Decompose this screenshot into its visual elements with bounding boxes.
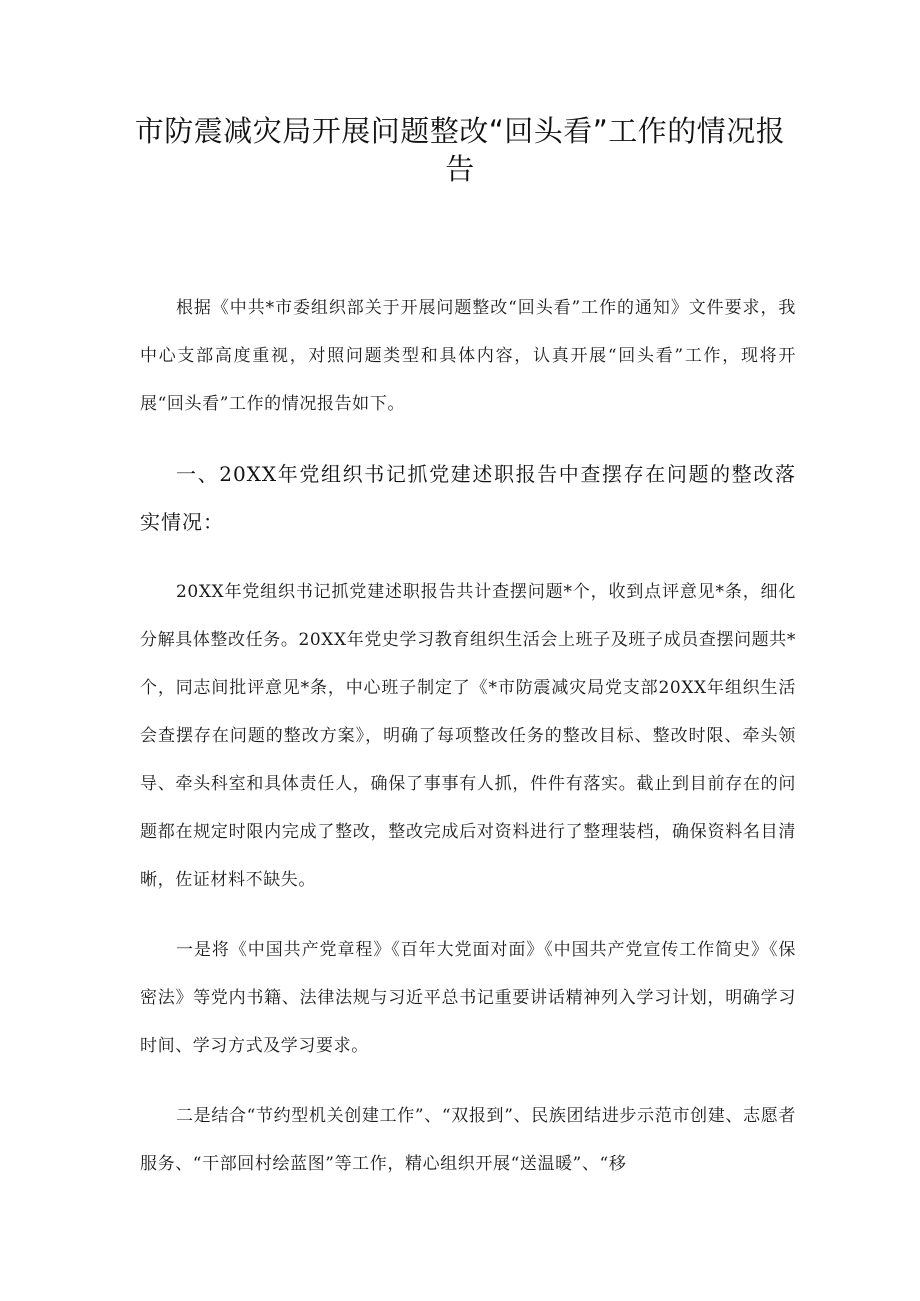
intro-paragraph: 根据《中共*市委组织部关于开展问题整改“回头看”工作的通知》文件要求，我中心支部高度重视，对照问题类型和具体内容，认真开展“回头看”工作，现将开展“回头看”工作的情况报告如下。	[140, 298, 796, 414]
body-paragraph-1: 20XX年党组织书记抓党建述职报告共计查摆问题*个，收到点评意见*条，细化分解具体整改任务。20XX年党史学习教育组织生活会上班子及班子成员查摆问题共*个，同志间批评意见*条，中心班子制定了《*市防震减灾局党支部20XX年组织生活会查摆存在问题的整改方案》，明确了每项整改任务的整改目标、整改时限、牵头领导、牵头科室和具体责任人，确保了事事有人抓，件件有落实。截止到目前存在的问题都在规定时限内完成了整改，整改完成后对资料进行了整理装档，确保资料名目清晰，佐证材料不缺失。	[140, 582, 796, 890]
section-heading: 一、20XX年党组织书记抓党建述职报告中查摆存在问题的整改落实情况：	[140, 462, 796, 534]
document-title: 市防震减灾局开展问题整改“回头看”工作的情况报告	[134, 114, 786, 186]
body-paragraph-3: 二是结合“节约型机关创建工作”、“双报到”、民族团结进步示范市创建、志愿者服务、“干部回村绘蓝图”等工作，精心组织开展“送温暖”、“移	[140, 1106, 796, 1174]
body-paragraph-2: 一是将《中国共产党章程》《百年大党面对面》《中国共产党宣传工作简史》《保密法》等党内书籍、法律法规与习近平总书记重要讲话精神列入学习计划，明确学习时间、学习方式及学习要求。	[140, 940, 796, 1056]
